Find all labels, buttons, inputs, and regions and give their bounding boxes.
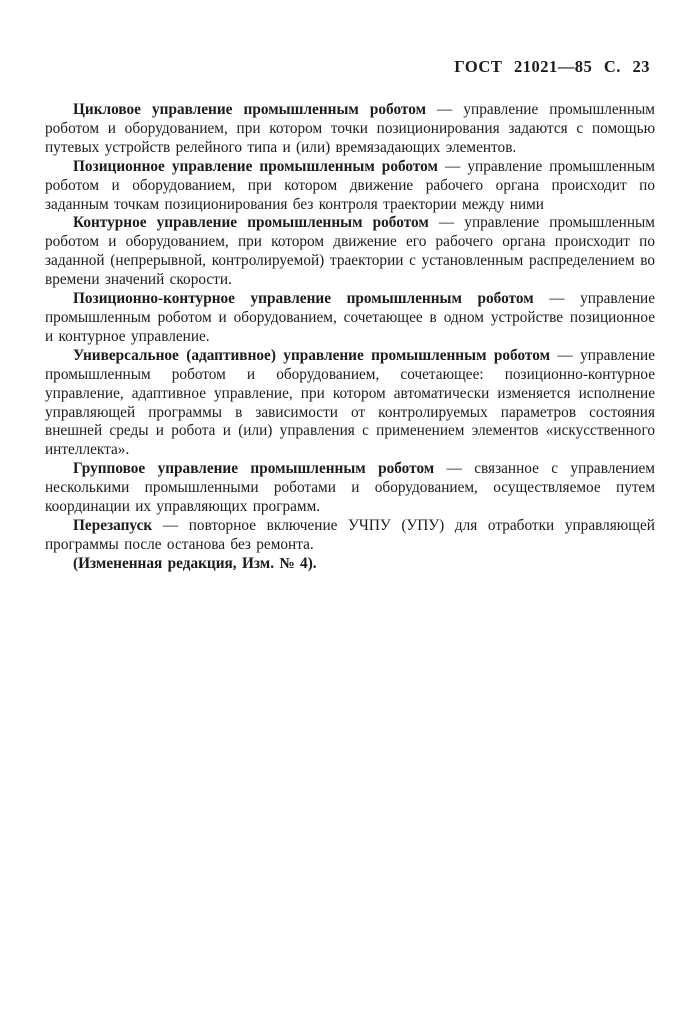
definition-paragraph bbox=[45, 158, 655, 215]
term-definition: — управление промышленным роботом и оборудованием, при котором точки позиционирования задаются с помощью путевых устройств релейного типа и (или) времязадающих элементов. bbox=[45, 101, 655, 156]
definition-paragraph bbox=[45, 555, 655, 574]
definition-paragraph bbox=[45, 101, 655, 158]
term-bold: Цикловое управление промышленным роботом bbox=[73, 101, 427, 118]
term-bold: Позиционное управление промышленным роботом bbox=[73, 157, 438, 175]
definition-paragraph bbox=[45, 347, 655, 460]
term-definition: — управление промышленным роботом и оборудованием, сочетающее в одном устройстве позиционное и контурное управление. bbox=[45, 290, 655, 345]
definition-paragraph bbox=[45, 460, 655, 517]
term-definition: — управление промышленным роботом и оборудованием, при котором движение рабочего органа происходит по заданным точкам позиционирования без контроля траектории между ними bbox=[45, 157, 655, 213]
term-bold: Групповое управление промышленным роботом bbox=[73, 460, 435, 478]
term-bold: Позиционно-контурное управление промышленным роботом bbox=[73, 290, 534, 308]
term-bold: Контурное управление промышленным роботом bbox=[73, 214, 429, 232]
term-bold: Универсальное (адаптивное) управление промышленным роботом bbox=[73, 346, 551, 364]
term-definition: — повторное включение УЧПУ (УПУ) для отработки управляющей программы после останова без ремонта. bbox=[45, 516, 655, 553]
definitions-body bbox=[45, 101, 655, 574]
term-definition: — управление промышленным роботом и оборудованием, сочетающее: позиционно-контурное управление, адаптивное управление, при котором автоматически изменяется исполнение управляющей программы в зависимости от контролируемых параметров состояния внешней среды и робота и (или) управления с применением элементов «искусственного интеллекта». bbox=[45, 346, 656, 459]
term-bold: (Измененная редакция, Изм. № 4). bbox=[73, 554, 317, 572]
definition-paragraph bbox=[45, 290, 655, 347]
term-definition: — связанное с управлением несколькими промышленными роботами и оборудованием, осуществляемое путем координации их управляющих программ. bbox=[45, 460, 655, 516]
term-definition: — управление промышленным роботом и оборудованием, при котором движение его рабочего органа происходит по заданной (непрерывной, контролируемой) траектории с установленным распределением во времени значений скорости. bbox=[45, 214, 655, 289]
page-header: ГОСТ 21021—85 С. 23 bbox=[454, 57, 650, 76]
definition-paragraph bbox=[45, 517, 655, 555]
definition-paragraph bbox=[45, 214, 655, 290]
term-bold: Перезапуск bbox=[73, 516, 153, 534]
